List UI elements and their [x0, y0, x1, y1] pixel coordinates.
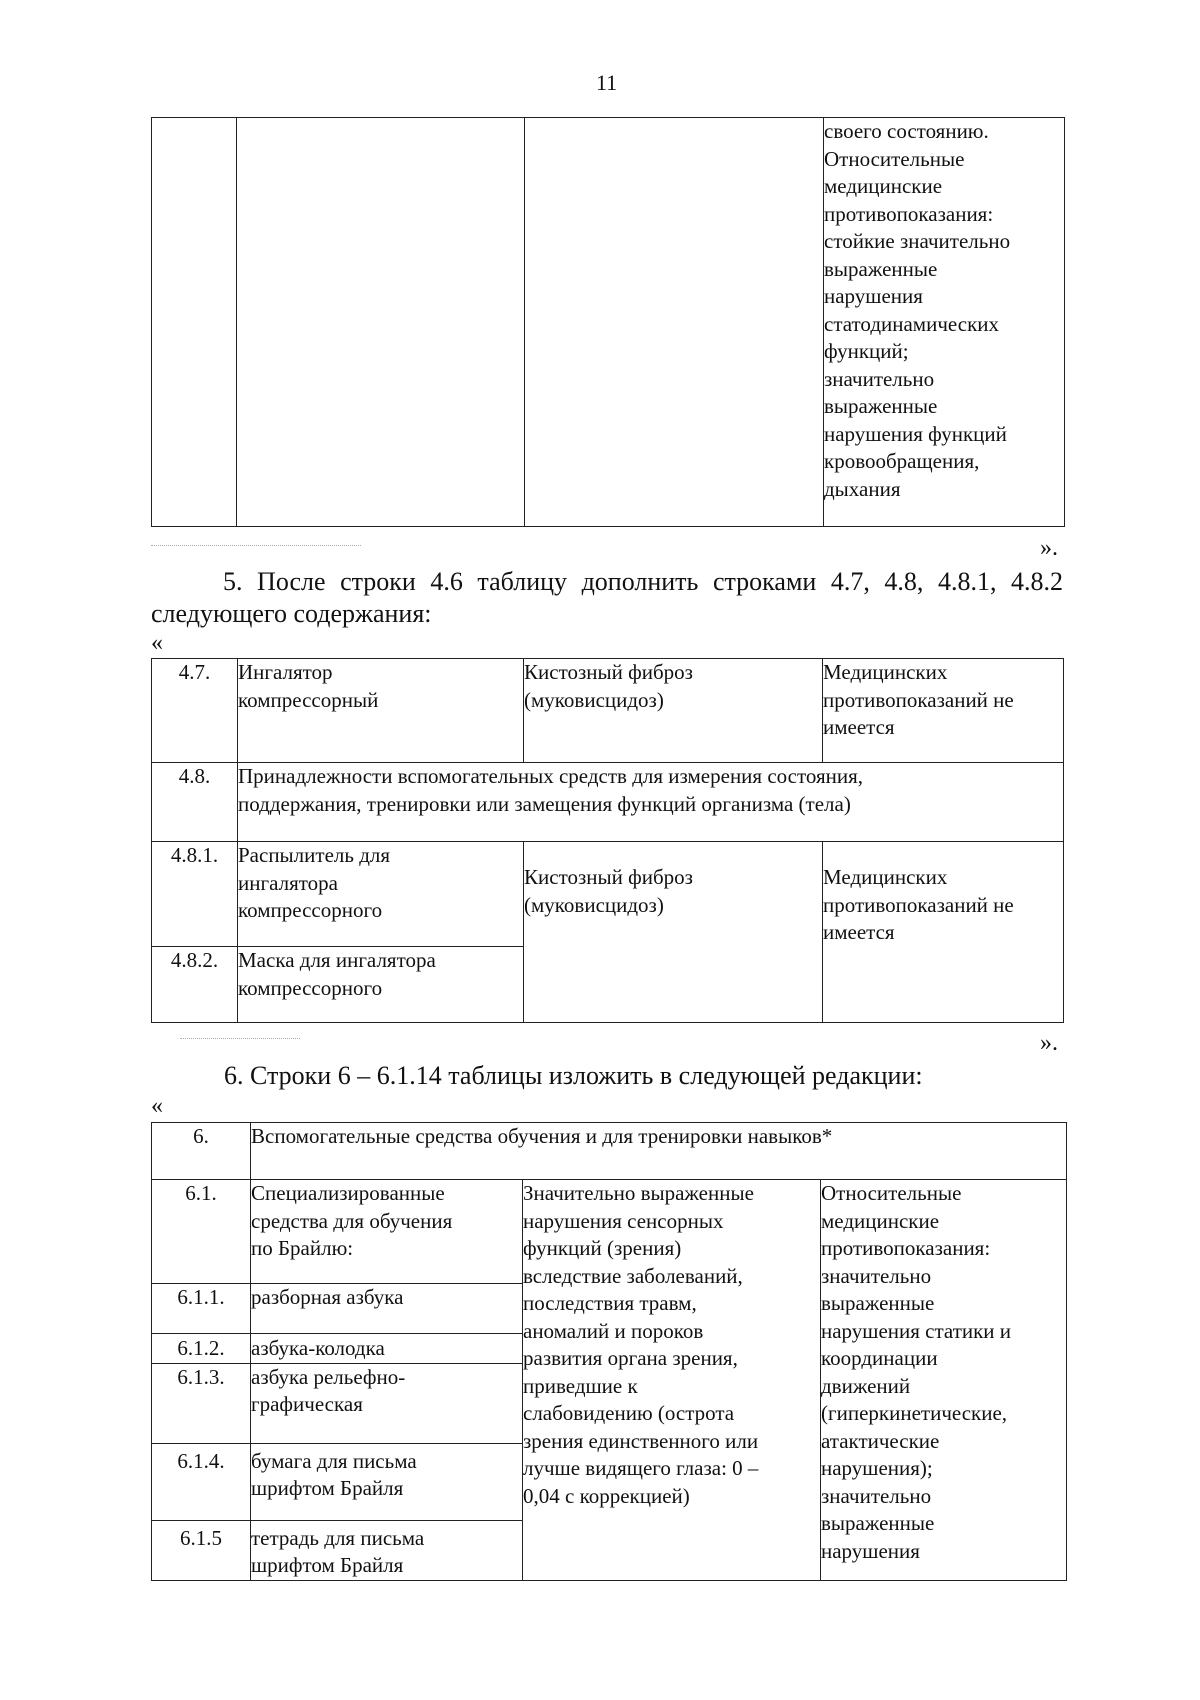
closing-quote: ».	[1040, 535, 1058, 561]
cell-contraindications	[821, 1180, 1067, 1581]
section-6-paragraph: 6. Строки 6 – 6.1.14 таблицы изложить в следующей редакции:	[224, 1061, 923, 1090]
table-row	[152, 1123, 1067, 1180]
row-number: 6.1.1.	[152, 1284, 251, 1334]
text-line: Значительно выраженные	[523, 1181, 754, 1205]
text-line: вследствие заболеваний,	[523, 1263, 743, 1288]
cell-name	[237, 118, 525, 527]
table-row	[152, 842, 1064, 947]
cell-name: разборная азбука	[251, 1284, 523, 1334]
text-line: движений	[821, 1373, 911, 1398]
text-line: имеется	[823, 715, 895, 739]
table-rows-6-to-6-1-5	[151, 1122, 1067, 1581]
text-line: имеется	[823, 920, 895, 944]
text-line: кровообращения,	[824, 449, 980, 473]
text-line: Распылитель для	[238, 843, 391, 867]
text-line: последствия травм,	[523, 1291, 697, 1315]
text-line: по Брайлю:	[251, 1236, 354, 1260]
section-5-paragraph: 5. После строки 4.6 таблицу дополнить строками 4.7, 4.8, 4.8.1, 4.8.2 следующего содержания:	[151, 567, 1063, 628]
table-row	[152, 659, 1064, 763]
text-line: атактические	[821, 1428, 940, 1453]
text-line: выраженные	[824, 394, 938, 418]
table-continuation	[151, 117, 1065, 527]
text-line: противопоказания:	[821, 1236, 991, 1260]
text-line: (гиперкинетические,	[821, 1401, 1008, 1425]
cell-name: азбука-колодка	[251, 1334, 523, 1364]
row-number: 4.7.	[152, 659, 238, 763]
row-number: 6.1.3.	[152, 1363, 251, 1443]
text-line: (муковисцидоз)	[524, 687, 664, 712]
text-line: Медицинских	[823, 865, 948, 889]
cell-group-title	[238, 763, 1064, 842]
text-line: значительно	[821, 1483, 932, 1508]
text-line: нарушения);	[821, 1456, 933, 1480]
text-line: значительно	[824, 366, 935, 391]
text-line: Принадлежности вспомогательных средств для измерения состояния,	[238, 764, 864, 788]
row-number: 6.1.5	[152, 1520, 251, 1580]
cell-name	[251, 1520, 523, 1580]
cell-name	[238, 842, 524, 947]
text-line: (муковисцидоз)	[524, 892, 664, 917]
row-number: 4.8.2.	[152, 947, 238, 1023]
text-line: выраженные	[821, 1511, 935, 1535]
text-line: выраженные	[821, 1291, 935, 1315]
cell-name	[238, 947, 524, 1023]
text-line: Кистозный фиброз	[524, 865, 693, 889]
text-line: нарушения	[824, 284, 923, 308]
text-line: статодинамических	[824, 311, 1000, 336]
closing-quote: ».	[1040, 1030, 1058, 1056]
text-line: ингалятора	[238, 870, 338, 895]
text-line: нарушения	[821, 1538, 920, 1563]
cell-name	[251, 1180, 523, 1284]
text-line: противопоказаний не	[823, 892, 1014, 917]
cell-number	[152, 118, 237, 527]
text-line: дыхания	[824, 476, 901, 501]
row-number: 4.8.1.	[152, 842, 238, 947]
divider	[180, 1038, 300, 1040]
text-line: своего состоянию.	[824, 119, 989, 143]
text-line: развития органа зрения,	[523, 1346, 738, 1370]
table-row	[152, 763, 1064, 842]
text-line: аномалий и пороков	[523, 1318, 704, 1343]
text-line: лучше видящего глаза: 0 –	[523, 1456, 759, 1480]
text-line: Медицинских	[823, 660, 948, 684]
text-line: нарушения функций	[824, 421, 1007, 446]
text-line: бумага для письма	[251, 1448, 417, 1473]
text-line: функций (зрения)	[523, 1236, 682, 1260]
text-line: нарушения статики и	[821, 1318, 1012, 1343]
text-line: противопоказания:	[824, 201, 994, 226]
text-line: слабовидению (острота	[523, 1401, 735, 1425]
text-line: нарушения сенсорных	[523, 1208, 724, 1233]
text-line: значительно	[821, 1263, 932, 1288]
text-line: шрифтом Брайля	[251, 1476, 404, 1500]
text-line: функций;	[824, 339, 909, 363]
cell-name	[238, 659, 524, 763]
row-number: 6.	[152, 1123, 251, 1180]
cell-indication	[525, 118, 824, 527]
cell-name	[251, 1363, 523, 1443]
text-line: Относительные	[821, 1181, 962, 1205]
text-line: медицинские	[821, 1208, 940, 1233]
text-line: Специализированные	[251, 1181, 445, 1205]
text-line: стойкие значительно	[824, 229, 1011, 253]
text-line: выраженные	[824, 256, 938, 281]
text-line: зрения единственного или	[523, 1428, 759, 1453]
divider	[151, 545, 361, 547]
cell-contraindications	[823, 659, 1064, 763]
opening-quote: «	[151, 1093, 163, 1119]
text-line: приведшие к	[523, 1373, 638, 1398]
text-line: Ингалятор	[238, 660, 333, 684]
opening-quote: «	[151, 630, 163, 656]
text-line: шрифтом Брайля	[251, 1553, 404, 1577]
text-line: компрессорного	[238, 898, 383, 922]
cell-group-title: Вспомогательные средства обучения и для тренировки навыков*	[251, 1123, 1067, 1180]
cell-contraindications	[823, 842, 1064, 1023]
text-line: координации	[821, 1346, 938, 1370]
page-number: 11	[596, 70, 618, 95]
table-row	[152, 118, 1065, 527]
text-line: медицинские	[824, 174, 943, 198]
text-line: тетрадь для письма	[251, 1525, 425, 1550]
text-line: Кистозный фиброз	[524, 660, 693, 684]
cell-contraindications	[824, 118, 1065, 527]
text-line: азбука рельефно-	[251, 1364, 406, 1389]
cell-indication	[524, 842, 823, 1023]
table-row	[152, 1180, 1067, 1284]
row-number: 6.1.2.	[152, 1334, 251, 1364]
text-line: графическая	[251, 1392, 363, 1416]
cell-indication	[523, 1180, 821, 1581]
row-number: 6.1.	[152, 1180, 251, 1284]
text-line: противопоказаний не	[823, 687, 1014, 712]
table-rows-4-7-to-4-8-2	[151, 658, 1064, 1023]
row-number: 4.8.	[152, 763, 238, 842]
text-line: Относительные	[824, 146, 965, 171]
text-line: компрессорный	[238, 687, 379, 712]
text-line: средства для обучения	[251, 1208, 453, 1233]
cell-indication	[524, 659, 823, 763]
row-number: 6.1.4.	[152, 1443, 251, 1520]
text-line: компрессорного	[238, 975, 383, 1000]
text-line: Маска для ингалятора	[238, 948, 436, 972]
cell-name	[251, 1443, 523, 1520]
text-line: 0,04 с коррекцией)	[523, 1483, 690, 1508]
text-line: поддержания, тренировки или замещения функций организма (тела)	[238, 791, 851, 816]
